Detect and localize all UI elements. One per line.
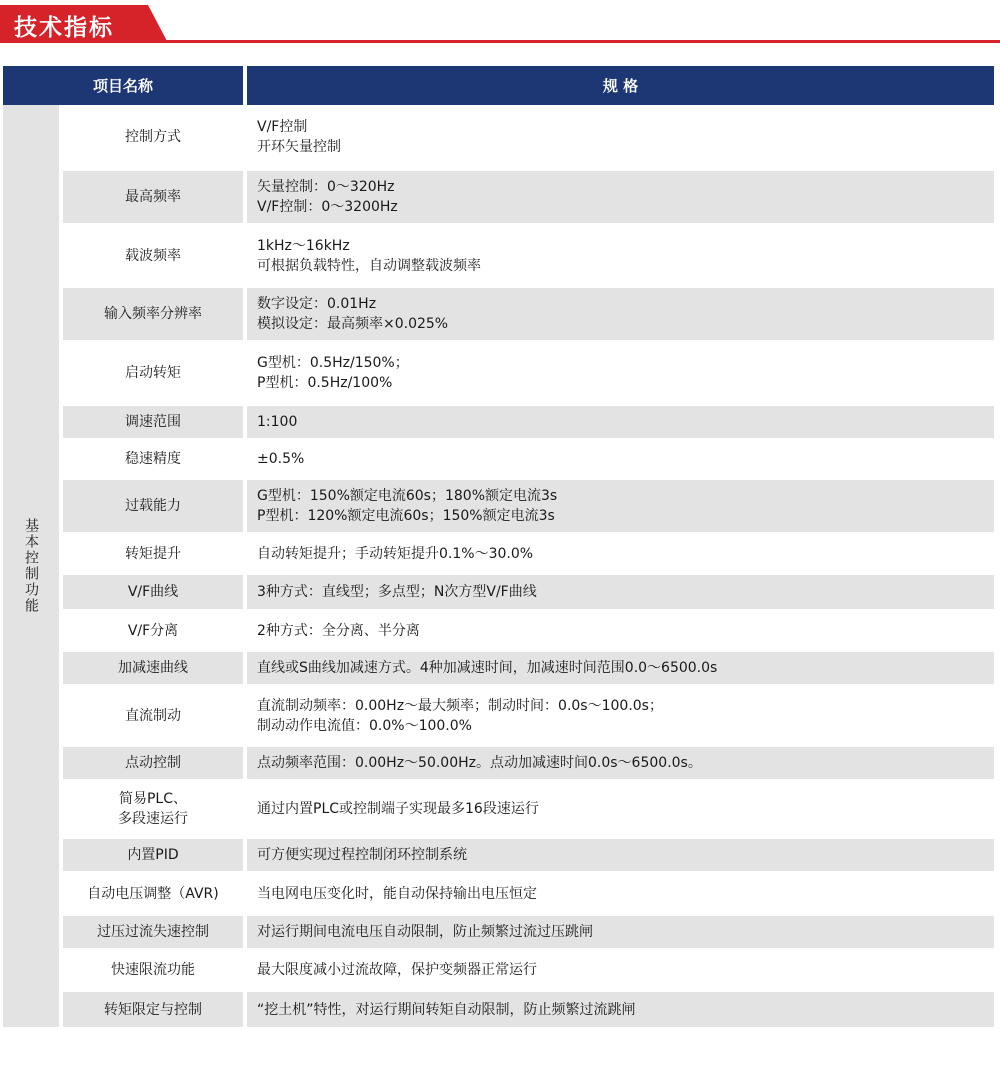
- title-bar: [0, 0, 1000, 48]
- row-spec-line: 最大限度减小过流故障，保护变频器正常运行: [257, 962, 537, 978]
- row-name-line: 内置PID: [127, 847, 179, 863]
- table-row: [63, 288, 994, 340]
- row-name-line: 启动转矩: [125, 365, 181, 381]
- row-spec-line: 自动转矩提升；手动转矩提升0.1%～30.0%: [257, 545, 534, 562]
- row-spec-cell: [247, 107, 994, 167]
- row-name-line: 转矩限定与控制: [104, 1001, 202, 1018]
- table-body: [3, 105, 994, 1027]
- column-header-spec: 规 格: [247, 66, 994, 105]
- row-name-cell: [63, 747, 243, 779]
- table-row: [63, 344, 994, 402]
- row-spec-line: 1:100: [257, 414, 298, 430]
- row-name: [111, 960, 195, 980]
- table-row: [63, 406, 994, 438]
- row-spec-line: G型机：150%额定电流60s；180%额定电流3s: [257, 488, 558, 504]
- table-row: [63, 107, 994, 167]
- row-name-line: V/F曲线: [127, 584, 179, 600]
- row-spec-line: 可方便实现过程控制闭环控制系统: [257, 847, 467, 863]
- table-row: [63, 613, 994, 648]
- row-name-cell: [63, 575, 243, 609]
- row-spec-cell: [247, 992, 994, 1027]
- table-row: [63, 952, 994, 988]
- row-name-line: 简易PLC、: [118, 791, 188, 807]
- row-name-cell: [63, 992, 243, 1027]
- row-spec-cell: [247, 875, 994, 912]
- table-rows: [63, 105, 994, 1027]
- table-row: [63, 992, 994, 1027]
- row-spec-line: G型机：0.5Hz/150%；: [257, 355, 409, 371]
- row-name-line: 自动电压调整（AVR): [87, 885, 219, 902]
- row-name-cell: [63, 480, 243, 532]
- spec-table: [3, 66, 994, 1027]
- row-spec-line: 1kHz～16kHz: [257, 237, 350, 254]
- row-name-line: 过载能力: [125, 498, 181, 514]
- row-name-cell: [63, 839, 243, 871]
- row-spec-line: 直线或S曲线加减速方式。4种加减速时间，加减速时间范围0.0～6500.0s: [257, 660, 718, 676]
- row-spec-cell: [247, 406, 994, 438]
- page-title: 技术指标: [14, 15, 114, 41]
- row-name-line: 稳速精度: [125, 451, 181, 467]
- row-name: [127, 845, 178, 865]
- row-name: [125, 449, 181, 469]
- row-name-cell: [63, 613, 243, 648]
- row-name-line: 快速限流功能: [111, 962, 195, 978]
- row-spec-line: V/F控制: [257, 119, 308, 135]
- table-row: [63, 536, 994, 571]
- table-row: [63, 171, 994, 223]
- row-name-line: 点动控制: [125, 755, 181, 771]
- row-name-cell: [63, 227, 243, 284]
- row-spec-cell: [247, 344, 994, 402]
- table-row: [63, 442, 994, 476]
- row-spec-cell: [247, 288, 994, 340]
- row-name-line: 转矩提升: [125, 545, 181, 562]
- row-name-line: 最高频率: [125, 189, 181, 205]
- row-name-cell: [63, 875, 243, 912]
- table-row: [63, 652, 994, 684]
- row-name: [125, 544, 181, 564]
- row-spec-line: 数字设定：0.01Hz: [257, 296, 377, 312]
- row-name-cell: [63, 652, 243, 684]
- row-name: [125, 127, 181, 147]
- row-spec-line: 3种方式：直线型；多点型；N次方型V/F曲线: [257, 584, 537, 600]
- table-row: [63, 227, 994, 284]
- row-name: [118, 789, 188, 829]
- row-spec-line: 制动动作电流值：0.0%～100.0%: [257, 717, 472, 734]
- row-name-cell: [63, 952, 243, 988]
- row-name: [125, 753, 181, 773]
- row-spec-cell: [247, 783, 994, 835]
- row-spec-line: 点动频率范围：0.00Hz～50.00Hz。点动加减速时间0.0s～6500.0s。: [257, 755, 702, 771]
- row-name-cell: [63, 442, 243, 476]
- row-spec-cell: [247, 747, 994, 779]
- row-spec-cell: [247, 171, 994, 223]
- row-spec-line: “挖土机”特性，对运行期间转矩自动限制，防止频繁过流跳闸: [257, 1001, 636, 1018]
- row-name-line: 多段速运行: [118, 811, 188, 827]
- row-spec-cell: [247, 613, 994, 648]
- row-name: [125, 706, 181, 726]
- table-row: [63, 916, 994, 948]
- row-name-cell: [63, 344, 243, 402]
- row-name: [128, 582, 178, 602]
- row-name-cell: [63, 916, 243, 948]
- row-name-line: 直流制动: [125, 707, 181, 724]
- row-spec-line: 可根据负载特性，自动调整载波频率: [257, 257, 481, 274]
- row-spec-line: 直流制动频率：0.00Hz～最大频率；制动时间：0.0s～100.0s；: [257, 697, 663, 714]
- row-name: [125, 246, 181, 266]
- row-spec-line: 2种方式：全分离、半分离: [257, 622, 420, 639]
- table-row: [63, 875, 994, 912]
- row-name-line: 调速范围: [125, 414, 181, 430]
- table-row: [63, 839, 994, 871]
- row-spec-cell: [247, 916, 994, 948]
- row-name: [125, 187, 181, 207]
- table-row: [63, 747, 994, 779]
- row-name-cell: [63, 288, 243, 340]
- row-spec-cell: [247, 480, 994, 532]
- row-spec-line: 矢量控制：0～320Hz: [257, 179, 395, 195]
- row-name: [125, 363, 181, 383]
- row-spec-line: 开环矢量控制: [257, 139, 341, 155]
- row-name: [97, 922, 209, 942]
- row-name: [128, 621, 178, 641]
- row-name: [87, 884, 218, 904]
- row-spec-line: ±0.5%: [257, 451, 305, 467]
- table-row: [63, 783, 994, 835]
- row-spec-cell: [247, 536, 994, 571]
- row-name: [104, 304, 202, 324]
- row-spec-cell: [247, 952, 994, 988]
- table-header: [3, 66, 994, 105]
- column-header-name: 项目名称: [3, 66, 243, 105]
- row-spec-line: P型机：120%额定电流60s；150%额定电流3s: [257, 508, 555, 524]
- row-spec-cell: [247, 575, 994, 609]
- row-name-cell: [63, 171, 243, 223]
- category-cell: [3, 105, 59, 1027]
- category-label: 基本控制功能: [23, 518, 39, 614]
- row-name: [118, 658, 188, 678]
- row-name: [125, 496, 181, 516]
- row-spec-cell: [247, 652, 994, 684]
- row-spec-cell: [247, 688, 994, 743]
- row-name: [125, 412, 181, 432]
- row-spec-line: P型机：0.5Hz/100%: [257, 375, 393, 391]
- row-name-cell: [63, 536, 243, 571]
- row-name-cell: [63, 406, 243, 438]
- row-name-line: 控制方式: [125, 129, 181, 145]
- row-spec-cell: [247, 442, 994, 476]
- row-spec-line: 通过内置PLC或控制端子实现最多16段速运行: [257, 801, 539, 817]
- row-name-line: 载波频率: [125, 247, 181, 264]
- row-spec-line: V/F控制：0～3200Hz: [257, 199, 398, 215]
- row-spec-line: 对运行期间电流电压自动限制，防止频繁过流过压跳闸: [257, 924, 593, 940]
- title-underline: [148, 40, 1000, 43]
- table-row: [63, 575, 994, 609]
- row-name-line: 加减速曲线: [118, 660, 188, 676]
- row-name-line: 输入频率分辨率: [104, 306, 202, 322]
- row-spec-line: 当电网电压变化时，能自动保持输出电压恒定: [257, 885, 537, 902]
- row-name-cell: [63, 783, 243, 835]
- row-name-cell: [63, 107, 243, 167]
- row-name: [104, 1000, 202, 1020]
- row-name-line: 过压过流失速控制: [97, 924, 209, 940]
- row-name-cell: [63, 688, 243, 743]
- table-row: [63, 688, 994, 743]
- row-spec-line: 模拟设定：最高频率×0.025%: [257, 316, 449, 332]
- row-spec-cell: [247, 227, 994, 284]
- row-name-line: V/F分离: [127, 622, 179, 639]
- row-spec-cell: [247, 839, 994, 871]
- table-row: [63, 480, 994, 532]
